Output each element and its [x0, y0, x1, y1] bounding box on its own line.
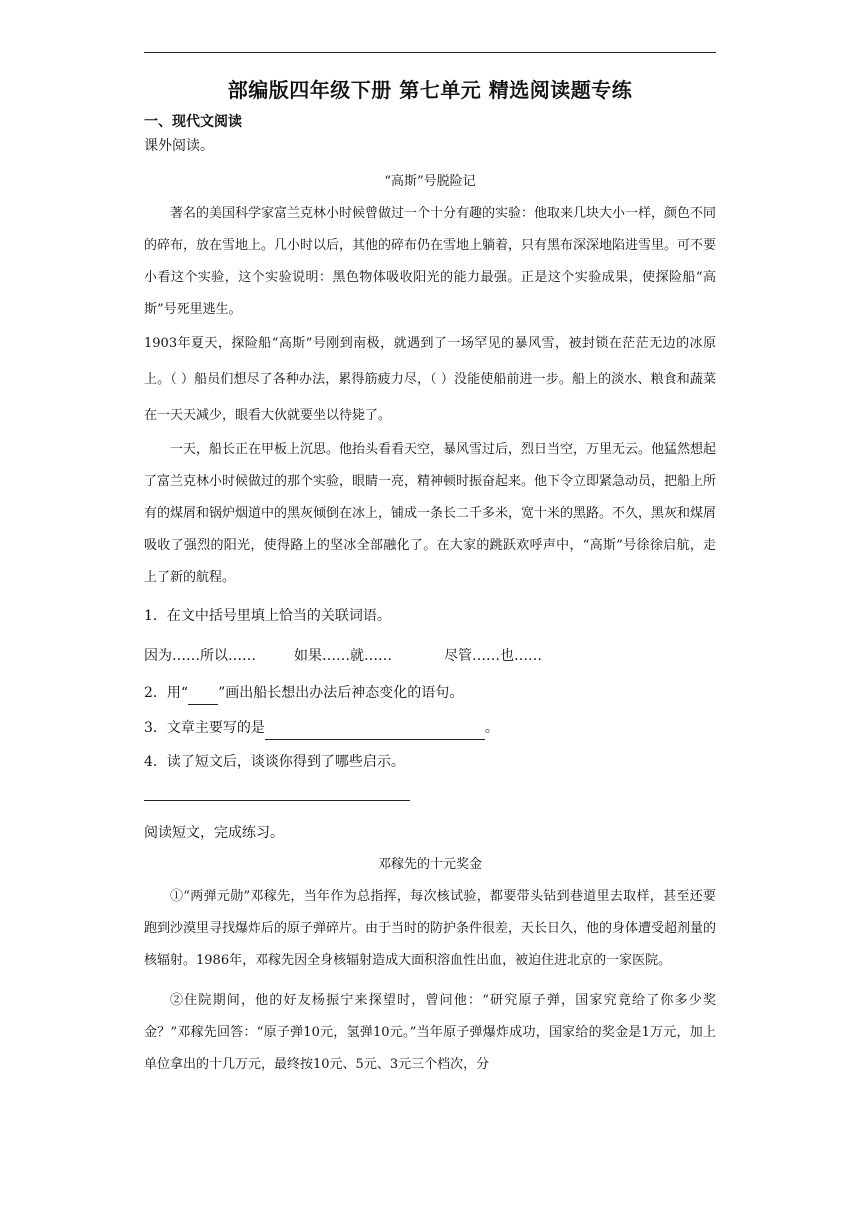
article-paragraph: 著名的美国科学家富兰克林小时候曾做过一个十分有趣的实验：他取来几块大小一样，颜色不同的碎布，放在雪地上。几小时以后，其他的碎布仍在雪地上躺着，只有黑布深深地陷进雪里。可不要小看这个实验，这个实验说明：黑色物体吸收阳光的能力最强。正是这个实验成果，使探险船“高斯”号死里逃生。 — [144, 206, 717, 317]
article-title: 邓稼先的十元奖金 — [377, 857, 482, 872]
article-paragraph: ②住院期间，他的好友杨振宁来探望时，曾问他：“研究原子弹，国家究竟给了你多少奖金？”邓稼先回答：“原子弹10元，氢弹10元。”当年原子弹爆炸成功，国家给的奖金是1万元，加上单位拿出的十几万元，最终按10元、5元、3元三个档次，分 — [144, 993, 716, 1072]
reading-instruction: 阅读短文，完成练习。 — [144, 825, 284, 841]
question-2 — [144, 680, 716, 705]
question-text: 。 — [484, 720, 499, 736]
header-rule — [144, 52, 716, 53]
question-3 — [144, 715, 716, 740]
article-paragraph: ①“两弹元勋”邓稼先，当年作为总指挥，每次核试验，都要带头钻到巷道里去取样，甚至还要跑到沙漠里寻找爆炸后的原子弹碎片。由于当时的防护条件很差，天长日久，他的身体遭受超剂量的核辐射。1986年，邓稼先因全身核辐射造成大面积溶血性出血，被迫住进北京的一家医院。 — [144, 889, 717, 968]
page-title: 部编版四年级下册 第七单元 精选阅读题专练 — [227, 78, 633, 102]
section-heading: 一、现代文阅读 — [144, 114, 242, 130]
answer-blank[interactable] — [265, 715, 485, 740]
article-title: “高斯”号脱险记 — [384, 174, 476, 189]
question-text: 3．文章主要写的是 — [144, 720, 265, 736]
article-paragraph: 一天，船长正在甲板上沉思。他抬头看看天空，暴风雪过后，烈日当空，万里无云。他猛然想起了富兰克林小时候做过的那个实验，眼睛一亮，精神顿时振奋起来。他下令立即紧急动员，把船上所有的煤屑和锅炉烟道中的黑灰倾倒在冰上，铺成一条长二千多米，宽十米的黑路。不久，黑灰和煤屑吸收了强烈的阳光，使得路上的坚冰全部融化了。在大家的跳跃欢呼声中，“高斯”号徐徐启航，走上了新的航程。 — [144, 442, 717, 585]
question-1: 1．在文中括号里填上恰当的关联词语。 — [144, 608, 391, 624]
option-item: 因为……所以…… — [144, 648, 256, 664]
option-item: 如果……就…… — [294, 648, 392, 664]
option-item: 尽管……也…… — [444, 648, 542, 664]
article-paragraph: 1903年夏天，探险船“高斯”号刚到南极，就遇到了一场罕见的暴风雪，被封锁在茫茫无边的冰原上。（ ）船员们想尽了各种办法，累得筋疲力尽，（ ）没能使船前进一步。船上的淡水、粮食和蔬菜在一天天减少，眼看大伙就要坐以待毙了。 — [144, 336, 716, 423]
question-text: ”画出船长想出办法后神态变化的语句。 — [218, 685, 464, 701]
question-text: 2．用“ — [144, 685, 189, 701]
conjunction-options — [144, 644, 716, 668]
reading-instruction: 课外阅读。 — [144, 138, 214, 154]
question-4: 4．读了短文后，谈谈你得到了哪些启示。 — [144, 754, 405, 770]
answer-line[interactable] — [144, 800, 410, 801]
underline-sample — [188, 680, 218, 705]
document-body — [144, 110, 716, 1081]
